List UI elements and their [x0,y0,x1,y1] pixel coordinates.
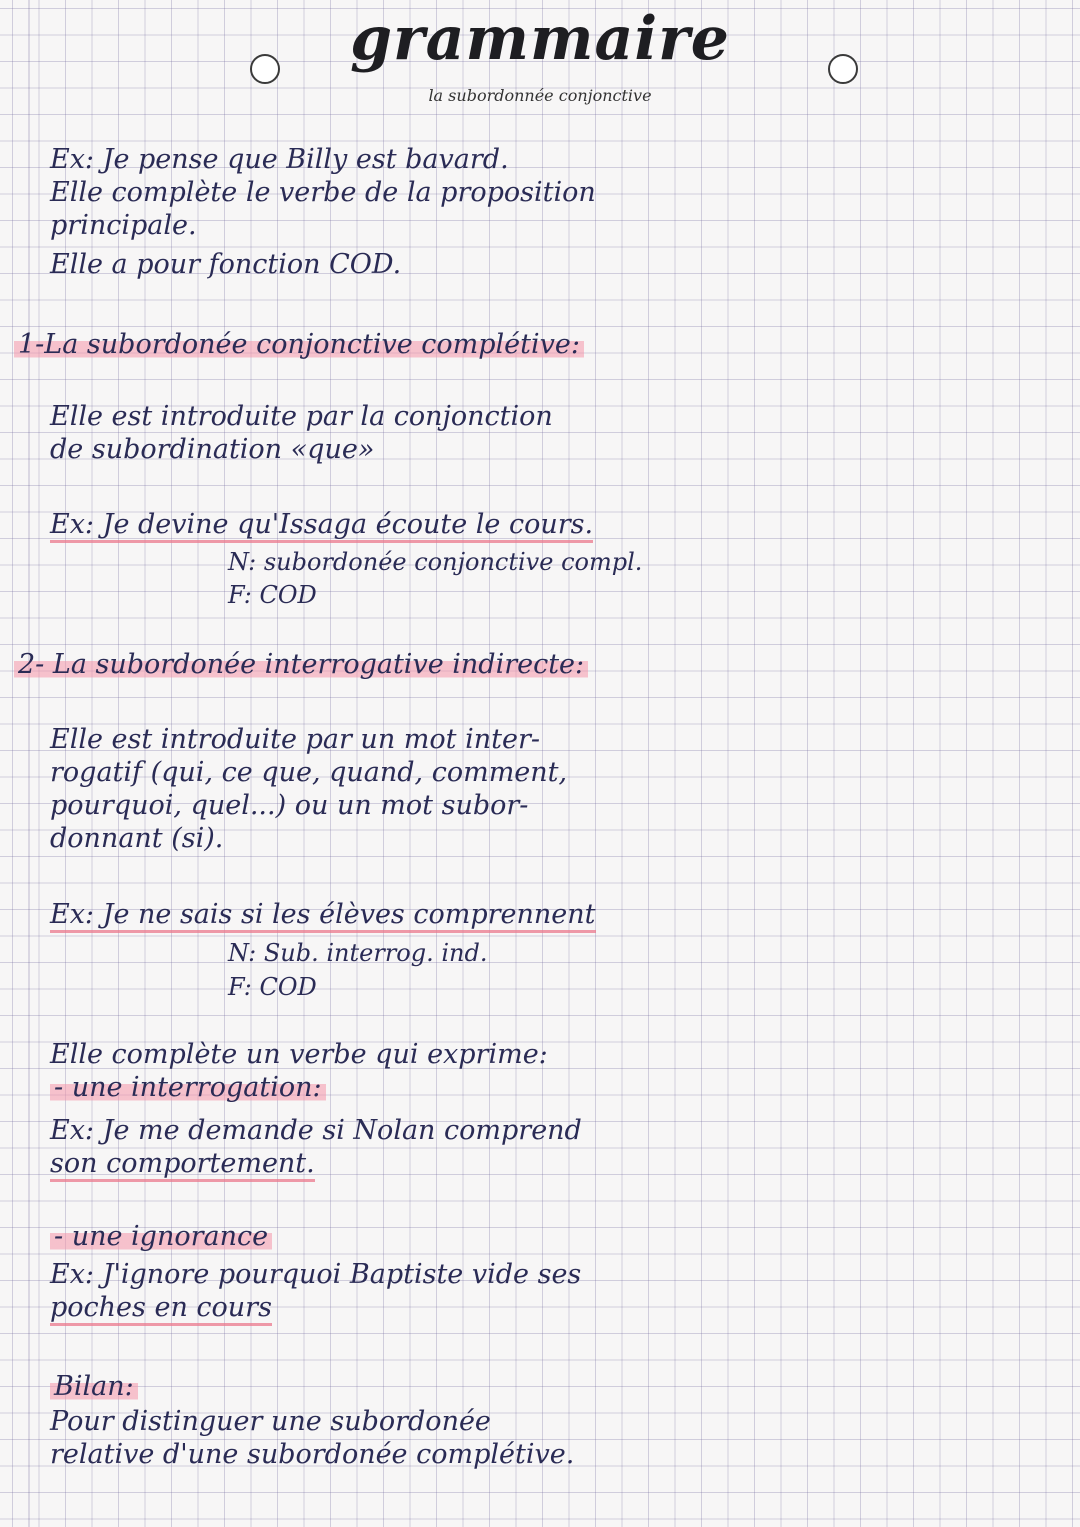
bilan-label-text: Bilan: [50,1371,138,1402]
section2-body-4: donnant (si). [50,823,224,854]
section1-example [50,510,593,540]
margin-line [28,0,30,1527]
section2-example [50,900,596,930]
section1-body-2: de subordination «que» [50,434,375,465]
section2-body-3: pourquoi, quel...) ou un mot subor- [50,790,529,821]
section2-item1-example-1: Ex: Je me demande si Nolan comprend [50,1115,582,1146]
intro-line-1: Ex: Je pense que Billy est bavard. [50,144,509,175]
page-title: grammaire [350,4,730,74]
section1-function: F: COD [228,581,317,609]
section2-heading-text: 2- La subordonée interrogative indirecte: [14,649,588,680]
section2-example-text: Ex: Je ne sais si les élèves comprennent [50,899,596,933]
section1-body-1: Elle est introduite par la conjonction [50,401,553,432]
intro-line-4: Elle a pour fonction COD. [50,249,402,280]
section2-item2-label [50,1222,272,1252]
section1-heading [14,330,584,360]
intro-line-3: principale. [50,210,197,241]
section2-item1-label [50,1073,326,1103]
section2-item1-label-text: - une interrogation: [50,1072,326,1103]
section2-item1-example-2-text: son comportement. [50,1148,315,1182]
section2-function: F: COD [228,973,317,1001]
section2-item2-example-2-text: poches en cours [50,1292,272,1326]
page-subtitle: la subordonnée conjonctive [428,86,652,105]
section2-item2-example-2 [50,1293,272,1323]
bilan-text-1: Pour distinguer une subordonée [50,1406,491,1437]
section2-heading [14,650,588,680]
section2-body-2: rogatif (qui, ce que, quand, comment, [50,757,568,788]
bilan-text-2: relative d'une subordonée complétive. [50,1439,575,1470]
section2-complement-intro: Elle complète un verbe qui exprime: [50,1039,548,1070]
section2-body-1: Elle est introduite par un mot inter- [50,724,540,755]
section1-heading-text: 1-La subordonée conjonctive complétive: [14,329,584,360]
section1-example-text: Ex: Je devine qu'Issaga écoute le cours. [50,509,593,543]
section2-nature: N: Sub. interrog. ind. [228,939,488,967]
section2-item2-example-1: Ex: J'ignore pourquoi Baptiste vide ses [50,1259,582,1290]
bilan-label [50,1372,138,1402]
section2-item1-example-2 [50,1149,315,1179]
intro-line-2: Elle complète le verbe de la proposition [50,177,596,208]
section1-nature: N: subordonée conjonctive compl. [228,548,643,576]
section2-item2-label-text: - une ignorance [50,1221,272,1252]
